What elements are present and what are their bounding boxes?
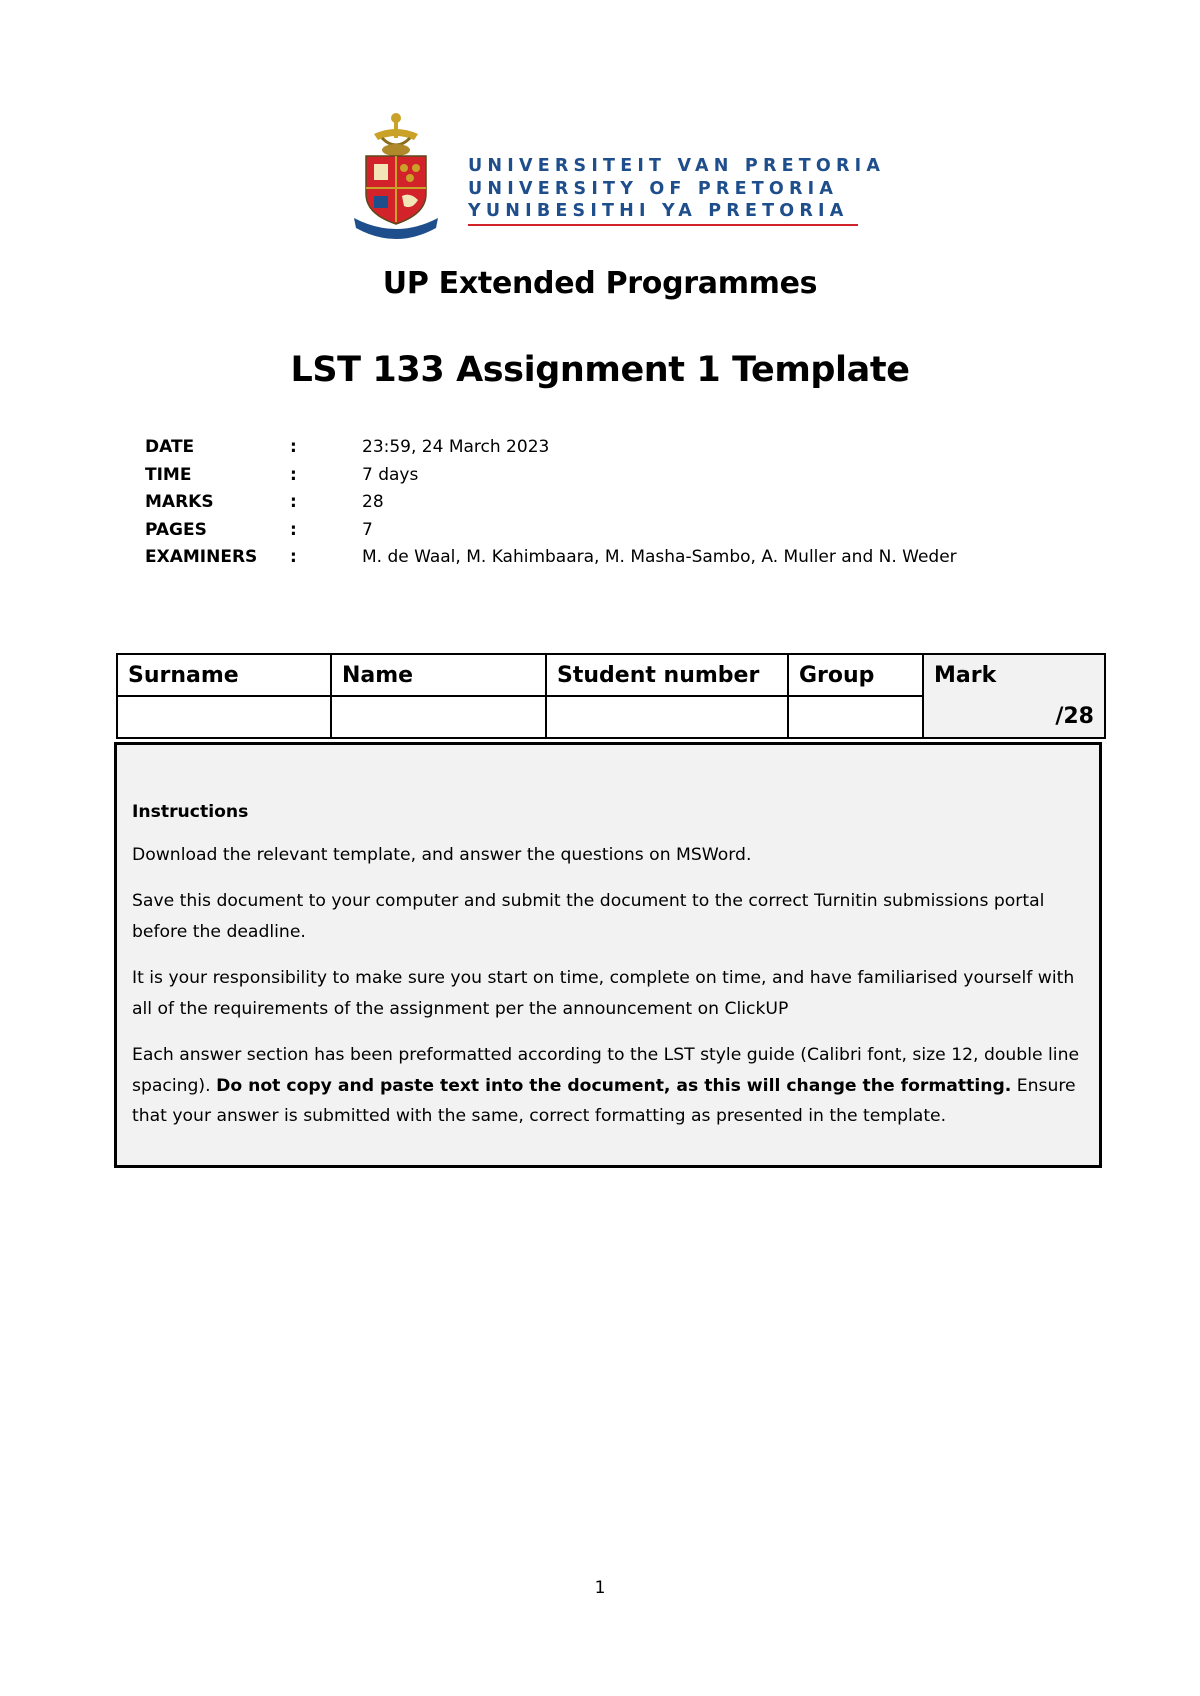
meta-row-date: [145, 434, 1045, 462]
programme-title: UP Extended Programmes: [382, 266, 818, 301]
meta-value: M. de Waal, M. Kahimbaara, M. Masha-Sambo, A. Muller and N. Weder: [362, 547, 957, 567]
university-name-sepedi: YUNIBESITHI YA PRETORIA: [468, 201, 849, 221]
meta-row-examiners: [145, 544, 1045, 572]
page-title: LST 133 Assignment 1 Template: [290, 350, 910, 390]
meta-separator: :: [290, 464, 297, 485]
university-name-afrikaans: UNIVERSITEIT VAN PRETORIA: [468, 156, 886, 176]
university-name-block: [468, 155, 886, 223]
student-number-field[interactable]: [546, 696, 788, 738]
meta-row-marks: [145, 489, 1045, 517]
instruction-paragraph: It is your responsibility to make sure you start on time, complete on time, and have familiarised yourself with all of the requirements of the assignment per the announcement on ClickUP: [132, 968, 1075, 1019]
student-number-header: Student number: [546, 654, 788, 696]
meta-value: 28: [362, 492, 384, 512]
student-details-table: [116, 653, 1106, 739]
meta-separator: :: [290, 492, 297, 512]
meta-separator: :: [290, 519, 297, 540]
meta-separator: :: [290, 547, 297, 567]
instruction-text: Each answer section has been preformatted according to the LST style guide (Calibri font, size 12, double line spacing).: [132, 1045, 1080, 1096]
university-crest-icon: [352, 110, 440, 240]
university-logo: [352, 108, 886, 243]
meta-row-time: [145, 462, 1045, 490]
name-field[interactable]: [331, 696, 546, 738]
surname-field[interactable]: [117, 696, 331, 738]
instructions-heading: Instructions: [132, 802, 249, 822]
instruction-paragraph: Save this document to your computer and submit the document to the correct Turnitin submissions portal before the deadline.: [132, 891, 1045, 942]
mark-header: Mark: [923, 654, 1105, 696]
group-field[interactable]: [788, 696, 923, 738]
table-header-row: [117, 654, 1105, 696]
meta-key: MARKS: [145, 492, 214, 512]
instruction-text: Ensure that your answer is submitted with the same, correct formatting as presented in the template.: [132, 1075, 1076, 1126]
instruction-warning: Do not copy and paste text into the document, as this will change the formatting.: [216, 1075, 1012, 1096]
meta-value: 7: [362, 519, 373, 540]
mark-value: /28: [923, 696, 1105, 738]
surname-header: Surname: [117, 654, 331, 696]
instructions-box: [114, 742, 1102, 1168]
meta-value: 23:59, 24 March 2023: [362, 437, 550, 457]
instruction-paragraph: [132, 1040, 1084, 1132]
meta-key: PAGES: [145, 519, 207, 540]
meta-separator: :: [290, 437, 297, 457]
logo-red-underline: [468, 224, 858, 226]
meta-key: DATE: [145, 437, 195, 457]
meta-key: TIME: [145, 464, 192, 485]
group-header: Group: [788, 654, 923, 696]
page-number: 1: [594, 1578, 606, 1598]
meta-key: EXAMINERS: [145, 547, 258, 567]
instruction-paragraph: Download the relevant template, and answer the questions on MSWord.: [132, 844, 752, 865]
table-row: [117, 696, 1105, 738]
university-name-english: UNIVERSITY OF PRETORIA: [468, 178, 839, 199]
assignment-meta: [145, 434, 1045, 572]
meta-value: 7 days: [362, 464, 419, 485]
meta-row-pages: [145, 517, 1045, 545]
name-header: Name: [331, 654, 546, 696]
